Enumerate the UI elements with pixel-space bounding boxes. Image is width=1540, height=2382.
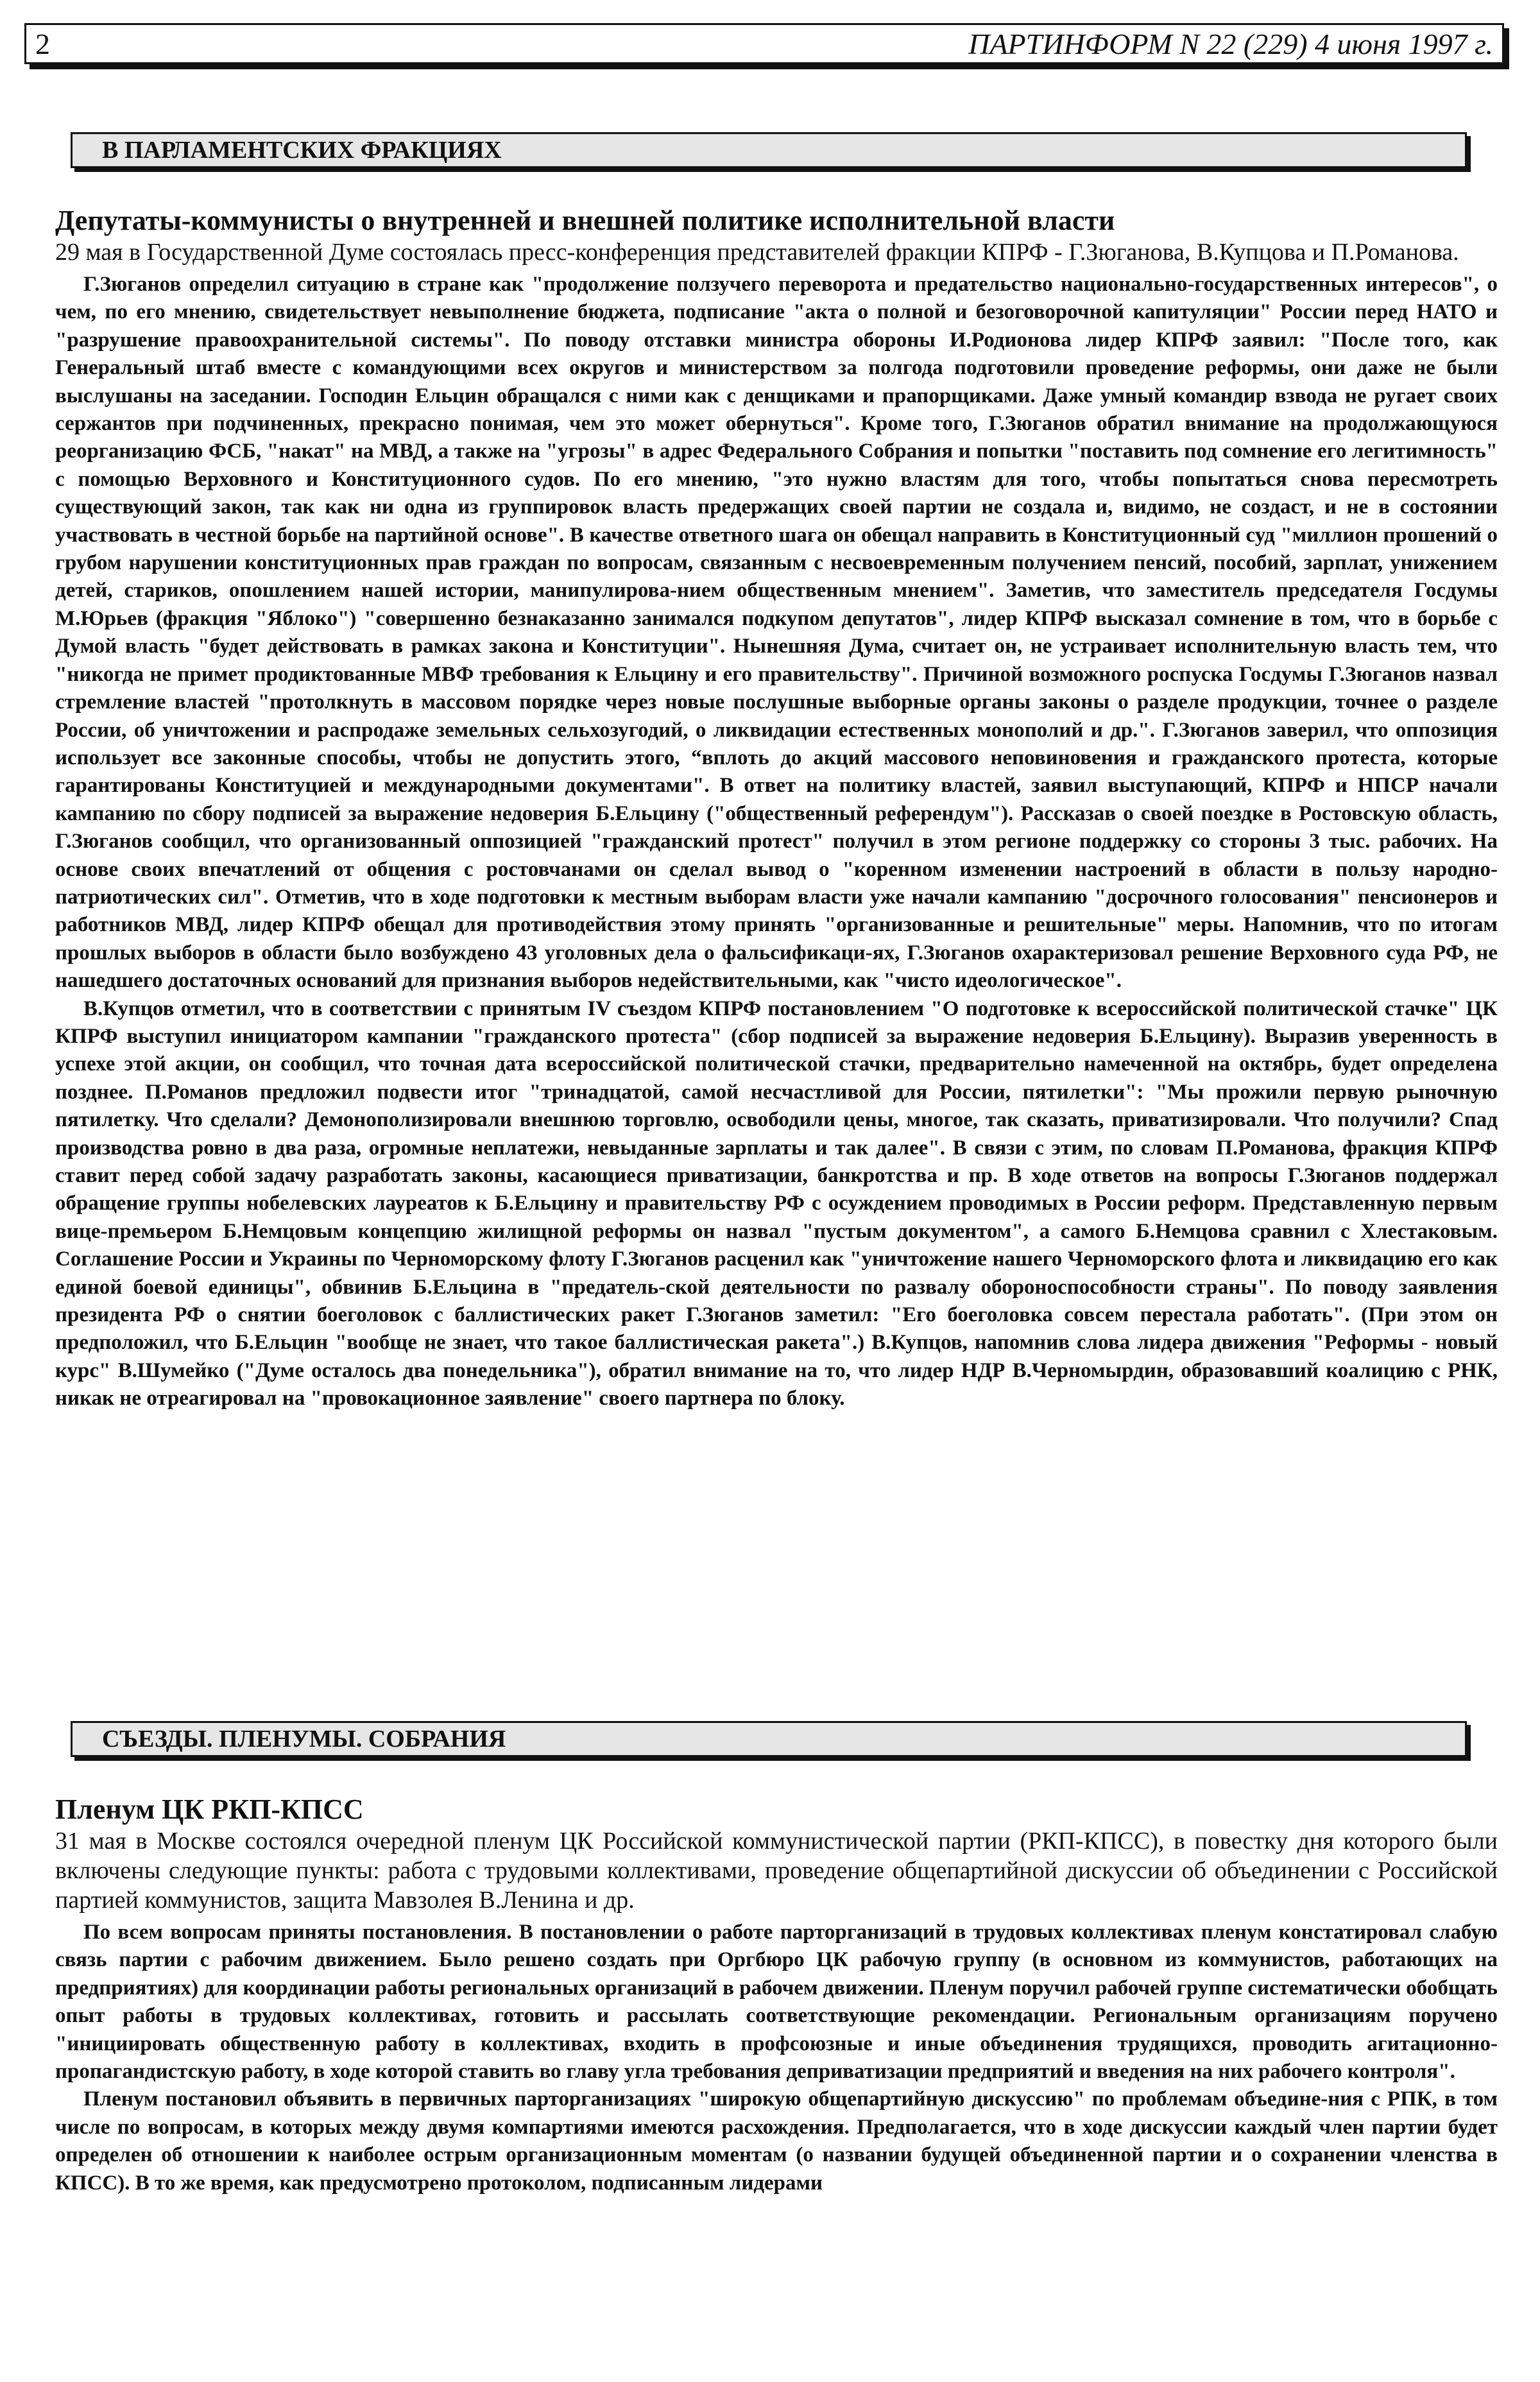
article-deputies	[55, 204, 1498, 1413]
section-heading-congresses: СЪЕЗДЫ. ПЛЕНУМЫ. СОБРАНИЯ	[71, 1721, 1467, 1757]
article-lead: 31 мая в Москве состоялся очередной пленум ЦК Российской коммунистической партии (РКП-КПСС), в повестку дня которого были включены следующие пункты: работа с трудовыми коллективами, проведение общепартийной дискуссии об объединении с Российской партией коммунистов, защита Мавзолея В.Ленина и др.	[55, 1828, 1498, 1914]
page-number: 2	[35, 27, 50, 60]
article-paragraph: Пленум постановил объявить в первичных парторганизациях "широкую общепартийную дискуссию" по проблемам объедине-ния с РПК, в том числе по вопросам, в которых между двумя компартиями имеются расхождения. Предполагается, что в ходе дискуссии каждый член партии будет определен об отношении к наиболее острым организационным моментам (о названии будущей объединенной партии и о сохранении членства в КПСС). В то же время, как предусмотрено протоколом, подписанным лидерами	[55, 2087, 1498, 2195]
publication-title: ПАРТИНФОРМ N 22 (229) 4 июня 1997 г.	[968, 27, 1493, 60]
article-title: Пленум ЦК РКП-КПСС	[55, 1794, 364, 1825]
section-heading-parliament: В ПАРЛАМЕНТСКИХ ФРАКЦИЯХ	[71, 132, 1467, 168]
article-paragraph: В.Купцов отметил, что в соответствии с принятым IV съездом КПРФ постановлением "О подготовке к всероссийской политической стачке" ЦК КПРФ выступил инициатором кампании "гражданского протеста" (сбор подписей за выражение недоверия Б.Ельцину). Выразив уверенность в успехе этой акции, он сообщил, что точная дата всероссийской политической стачки, предварительно намеченной на октябрь, будет определена позднее. П.Романов предложил подвести итог "тринадцатой, самой несчастливой для России, пятилетки": "Мы прожили первую рыночную пятилетку. Что сделали? Демонополизировали внешнюю торговлю, освободили цены, многое, так сказать, приватизировали. Что получили? Спад производства ровно в два раза, огромные неплатежи, невыданные зарплаты и так далее". В связи с этим, по словам П.Романова, фракция КПРФ ставит перед собой задачу разработать законы, касающиеся приватизации, банкротства и пр. В ходе ответов на вопросы Г.Зюганов поддержал обращение группы нобелевских лауреатов к Б.Ельцину и правительству РФ с осуждением проводимых в России реформ. Представленную первым вице-премьером Б.Немцовым концепцию жилищной реформы он назвал "пустым документом", а самого Б.Немцова сравнил с Хлестаковым. Соглашение России и Украины по Черноморскому флоту Г.Зюганов расценил как "уничтожение нашего Черноморского флота и ликвидацию его как единой боевой единицы", обвинив Б.Ельцина в "предатель-ской деятельности по развалу обороноспособности страны". По поводу заявления президента РФ о снятии боеголовок с баллистических ракет Г.Зюганов заметил: "Его боеголовка совсем перестала работать". (При этом он предположил, что Б.Ельцин "вообще не знает, что такое баллистическая ракета".) В.Купцов, напомнив слова лидера движения "Реформы - новый курс" В.Шумейко ("Думе осталось два понедельника"), обратил внимание на то, что лидер НДР В.Черномырдин, образовавший коалицию с РНК, никак не отреагировал на "провокационное заявление" своего партнера по блоку.	[55, 997, 1498, 1410]
article-paragraph: По всем вопросам приняты постановления. В постановлении о работе парторганизаций в трудовых коллективах пленум констатировал слабую связь партии с рабочим движением. Было решено создать при Оргбюро ЦК рабочую группу (в основном из коммунистов, работающих на предприятиях) для координации работы региональных организаций в рабочем движении. Пленум поручил рабочей группе систематически обобщать опыт работы в трудовых коллективах, готовить и рассылать соответствующие рекомендации. Региональным организациям поручено "инициировать общественную работу в коллективах, входить в профсоюзные и иные объединения трудящихся, проводить агитационно-пропагандистскую работу, в ходе которой ставить во главу угла требования деприватизации предприятий и введения на них рабочего контроля".	[55, 1921, 1498, 2084]
page-header	[24, 23, 1504, 64]
article-paragraph: Г.Зюганов определил ситуацию в стране как "продолжение ползучего переворота и предательство национально-государственных интересов", о чем, по его мнению, свидетельствует невыполнение бюджета, подписание "акта о полной и безоговорочной капитуляции" России перед НАТО и "разрушение правоохранительной системы". По поводу отставки министра обороны И.Родионова лидер КПРФ заявил: "После того, как Генеральный штаб вместе с командующими всех округов и министерством за полгода подготовили проведение реформы, они даже не были выслушаны на заседании. Господин Ельцин обращался с ними как с денщиками и прапорщиками. Даже умный командир взвода не ругает своих сержантов при подчиненных, прекрасно понимая, чем это может обернуться". Кроме того, Г.Зюганов обратил внимание на продолжающуюся реорганизацию ФСБ, "накат" на МВД, а также на "угрозы" в адрес Федерального Собрания и попытки "поставить под сомнение его легитимность" с помощью Верховного и Конституционного судов. По его мнению, "это нужно властям для того, чтобы попытаться снова пересмотреть существующий закон, так как ни одна из группировок власть предержащих своей партии не создала и, видимо, не создаст, и не в состоянии участвовать в честной борьбе на партийной основе". В качестве ответного шага он обещал направить в Конституционный суд "миллион прошений о грубом нарушении конституционных прав граждан по вопросам, связанным с несвоевременным получением пенсий, пособий, зарплат, унижением детей, стариков, опошлением нашей истории, манипулирова-нием общественным мнением". Заметив, что заместитель председателя Госдумы М.Юрьев (фракция "Яблоко") "совершенно безнаказанно занимался подкупом депутатов", лидер КПРФ высказал сомнение в том, что в борьбе с Думой власть "будет действовать в рамках закона и Конституции". Нынешняя Дума, считает он, не устраивает исполнительную власть тем, что "никогда не примет продиктованные МВФ требования к Ельцину и его правительству". Причиной возможного роспуска Госдумы Г.Зюганов назвал стремление властей "протолкнуть в массовом порядке через новые послушные выборные органы законы о разделе продукции, точнее о разделе России, об уничтожении и распродаже земельных сельхозугодий, о ликвидации естественных монополий и др.". Г.Зюганов заверил, что оппозиция использует все законные способы, чтобы не допустить этого, “вплоть до акций массового неповиновения и гражданского протеста, которые гарантированы Конституцией и международными документами". В ответ на политику властей, заявил выступающий, КПРФ и НПСР начали кампанию по сбору подписей за выражение недоверия Б.Ельцину ("общественный референдум"). Рассказав о своей поездке в Ростовскую область, Г.Зюганов сообщил, что организованный оппозицией "гражданский протест" получил в этом регионе поддержку со стороны 3 тыс. рабочих. На основе своих впечатлений от общения с ростовчанами он сделал вывод о "коренном изменении настроений в области в пользу народно-патриотических сил". Отметив, что в ходе подготовки к местным выборам власти уже начали кампанию "досрочного голосования" пенсионеров и работников МВД, лидер КПРФ обещал для противодействия этому принять "организованные и решительные" меры. Напомнив, что по итогам прошлых выборов в области было возбуждено 43 уголовных дела о фальсификаци-ях, Г.Зюганов охарактеризовал решение Верховного суда РФ, не нашедшего достаточных оснований для признания выборов недействительными, как "чисто идеологическое".	[55, 273, 1498, 993]
article-plenum	[55, 1793, 1498, 2197]
article-title: Депутаты-коммунисты о внутренней и внешней политике исполнительной власти	[55, 205, 1115, 236]
article-lead: 29 мая в Государственной Думе состоялась пресс-конференция представителей фракции КПРФ - Г.Зюганова, В.Купцова и П.Романова.	[55, 239, 1459, 266]
